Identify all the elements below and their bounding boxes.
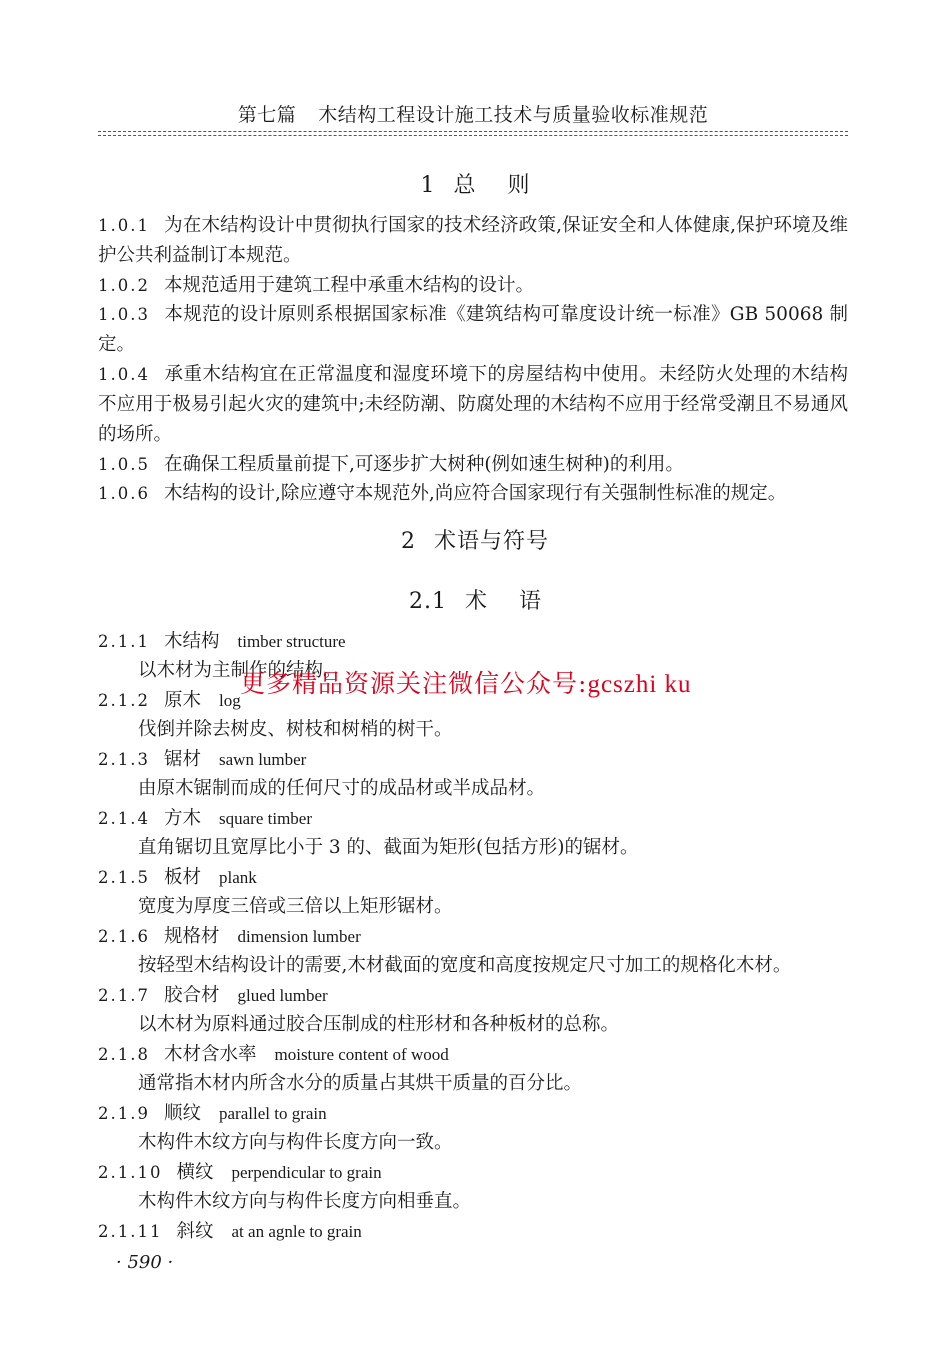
chapter-title: 总则 [453, 173, 562, 198]
term-definition: 伐倒并除去树皮、树枝和树梢的树干。 [138, 719, 453, 740]
term-english: timber structure [237, 632, 346, 651]
page-number: · 590 · [116, 1252, 174, 1273]
watermark-text: 更多精品资源关注微信公众号: [240, 669, 588, 698]
clause-text: 本规范的设计原则系根据国家标准《建筑结构可靠度设计统一标准》GB 50068 制定。 [98, 304, 848, 355]
chapter-title: 术语与符号 [433, 529, 549, 554]
term-entry [98, 746, 848, 774]
term-entry [98, 864, 848, 892]
term-number: 2.1.3 [98, 750, 150, 769]
term-entry [98, 1100, 848, 1128]
term-entry [98, 628, 848, 656]
running-head-part: 第七篇 [237, 104, 297, 126]
term-number: 2.1.4 [98, 809, 150, 828]
term-chinese: 方木 [163, 808, 201, 829]
watermark-overlay [240, 664, 692, 700]
clause [98, 271, 848, 301]
section-number: 2.1 [408, 589, 447, 614]
chapter-2-heading [0, 524, 950, 555]
term-entry [98, 1159, 848, 1187]
chapter-number: 1 [420, 173, 436, 198]
term-english: parallel to grain [219, 1104, 327, 1123]
term-entry [98, 805, 848, 833]
term-english: perpendicular to grain [231, 1163, 382, 1182]
term-number: 2.1.9 [98, 1104, 150, 1123]
term-number: 2.1.8 [98, 1045, 150, 1064]
term-english: dimension lumber [237, 927, 361, 946]
term-english: log [219, 691, 241, 710]
chapter-number: 2 [400, 529, 416, 554]
term-english: moisture content of wood [274, 1045, 449, 1064]
clause-number: 1.0.4 [98, 365, 150, 384]
term-definition: 通常指木材内所含水分的质量占其烘干质量的百分比。 [138, 1073, 583, 1094]
clause-text: 木结构的设计,除应遵守本规范外,尚应符合国家现行有关强制性标准的规定。 [164, 483, 787, 504]
term-number: 2.1.5 [98, 868, 150, 887]
clause [98, 450, 848, 480]
clause [98, 360, 848, 450]
watermark-code: gcszhi ku [587, 671, 692, 698]
clause [98, 300, 848, 360]
clause-text: 承重木结构宜在正常温度和湿度环境下的房屋结构中使用。未经防火处理的木结构不应用于极易引起火灾的建筑中;未经防潮、防腐处理的木结构不应用于经常受潮且不易通风的场所。 [98, 364, 848, 445]
term-definition: 宽度为厚度三倍或三倍以上矩形锯材。 [138, 896, 453, 917]
term-chinese: 原木 [163, 690, 201, 711]
term-number: 2.1.7 [98, 986, 150, 1005]
term-entry [98, 923, 848, 951]
term-chinese: 胶合材 [163, 985, 220, 1006]
clause-text: 本规范适用于建筑工程中承重木结构的设计。 [164, 275, 535, 296]
clause-number: 1.0.3 [98, 305, 150, 324]
term-definition: 由原木锯制而成的任何尺寸的成品材或半成品材。 [138, 778, 546, 799]
term-definition: 以木材为原料通过胶合压制成的柱形材和各种板材的总称。 [138, 1014, 620, 1035]
term-definition: 以木材为主制作的结构。 [138, 660, 342, 681]
section-title: 术语 [464, 589, 573, 614]
chapter-1-heading [0, 168, 950, 199]
term-number: 2.1.11 [98, 1222, 163, 1241]
clause-number: 1.0.2 [98, 276, 150, 295]
header-rule [98, 131, 848, 136]
term-english: at an agnle to grain [231, 1222, 362, 1241]
term-chinese: 规格材 [163, 926, 220, 947]
term-chinese: 横纹 [176, 1162, 214, 1183]
term-english: glued lumber [237, 986, 328, 1005]
clause-number: 1.0.6 [98, 484, 150, 503]
section-2-1-heading [0, 584, 950, 615]
term-chinese: 锯材 [163, 749, 201, 770]
term-number: 2.1.6 [98, 927, 150, 946]
running-head [98, 100, 848, 127]
term-definition: 木构件木纹方向与构件长度方向一致。 [138, 1132, 453, 1153]
term-chinese: 斜纹 [176, 1221, 214, 1242]
term-chinese: 木结构 [163, 631, 220, 652]
term-english: sawn lumber [219, 750, 307, 769]
running-head-title: 木结构工程设计施工技术与质量验收标准规范 [318, 104, 709, 126]
term-number: 2.1.1 [98, 632, 150, 651]
clause-number: 1.0.1 [98, 216, 150, 235]
clause [98, 479, 848, 509]
clause-number: 1.0.5 [98, 455, 150, 474]
term-chinese: 顺纹 [163, 1103, 201, 1124]
term-definition: 直角锯切且宽厚比小于 3 的、截面为矩形(包括方形)的锯材。 [138, 837, 639, 858]
term-number: 2.1.2 [98, 691, 150, 710]
clause [98, 211, 848, 271]
clause-text: 为在木结构设计中贯彻执行国家的技术经济政策,保证安全和人体健康,保护环境及维护公共利益制订本规范。 [98, 215, 848, 266]
clause-text: 在确保工程质量前提下,可逐步扩大树种(例如速生树种)的利用。 [164, 454, 684, 475]
term-entry [98, 1041, 848, 1069]
term-entry [98, 1218, 848, 1246]
term-english: square timber [219, 809, 312, 828]
term-number: 2.1.10 [98, 1163, 163, 1182]
term-entry [98, 982, 848, 1010]
term-definition: 木构件木纹方向与构件长度方向相垂直。 [138, 1191, 472, 1212]
term-english: plank [219, 868, 257, 887]
term-definition: 按轻型木结构设计的需要,木材截面的宽度和高度按规定尺寸加工的规格化木材。 [138, 955, 792, 976]
term-chinese: 板材 [163, 867, 201, 888]
term-chinese: 木材含水率 [163, 1044, 257, 1065]
